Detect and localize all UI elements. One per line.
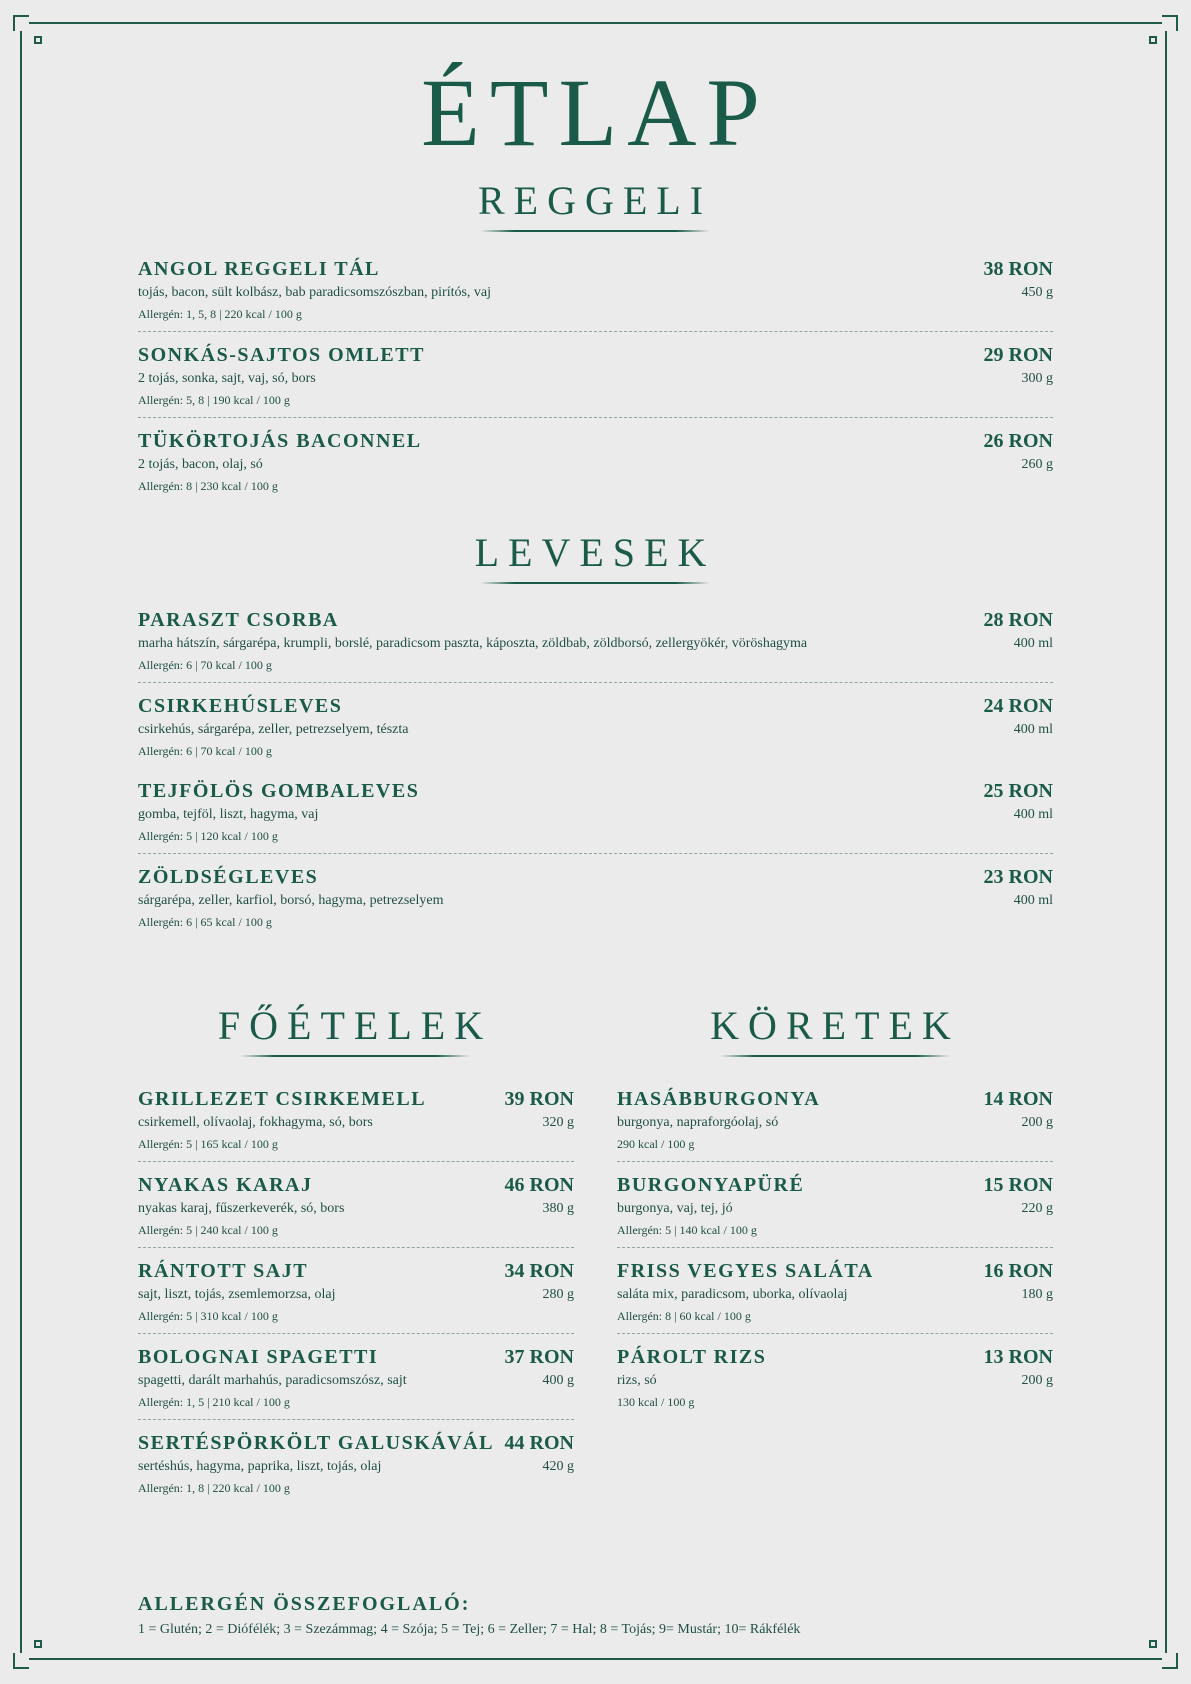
item-allergen: Allergén: 5 | 140 kcal / 100 g: [617, 1223, 757, 1237]
item-price: 34 RON: [504, 1260, 574, 1282]
item-quantity: 400 ml: [1013, 722, 1053, 737]
menu-item: [138, 1346, 574, 1420]
item-quantity: 300 g: [1021, 371, 1053, 386]
item-quantity: 280 g: [542, 1287, 574, 1302]
item-quantity: 380 g: [542, 1201, 574, 1216]
allergen-summary: [138, 1593, 1058, 1638]
item-allergen: Allergén: 6 | 70 kcal / 100 g: [138, 658, 272, 672]
item-price: 25 RON: [983, 780, 1053, 802]
item-quantity: 200 g: [1021, 1115, 1053, 1130]
menu-item: [617, 1088, 1053, 1162]
item-quantity: 400 ml: [1013, 636, 1053, 651]
menu-item: [138, 780, 1053, 854]
item-quantity: 400 g: [542, 1373, 574, 1388]
item-allergen: Allergén: 1, 8 | 220 kcal / 100 g: [138, 1481, 290, 1495]
item-price: 16 RON: [983, 1260, 1053, 1282]
item-price: 14 RON: [983, 1088, 1053, 1110]
menu-item: [138, 258, 1053, 332]
item-allergen: Allergén: 8 | 230 kcal / 100 g: [138, 479, 278, 493]
item-name: RÁNTOTT SAJT: [138, 1260, 309, 1282]
corner-ornament: [1162, 15, 1178, 31]
corner-ornament: [34, 1640, 42, 1648]
menu-item: [138, 430, 1053, 503]
menu-item: [138, 1174, 574, 1248]
item-allergen: Allergén: 6 | 70 kcal / 100 g: [138, 744, 272, 758]
menu-item: [138, 866, 1053, 939]
item-name: NYAKAS KARAJ: [138, 1174, 313, 1196]
item-description: burgonya, vaj, tej, jó: [617, 1201, 733, 1216]
item-quantity: 320 g: [542, 1115, 574, 1130]
menu-item: [138, 695, 1053, 768]
menu-item: [138, 1088, 574, 1162]
item-description: gomba, tejföl, liszt, hagyma, vaj: [138, 807, 319, 822]
item-name: BOLOGNAI SPAGETTI: [138, 1346, 379, 1368]
item-allergen: 290 kcal / 100 g: [617, 1137, 695, 1151]
item-name: FRISS VEGYES SALÁTA: [617, 1260, 874, 1282]
item-description: rizs, só: [617, 1373, 657, 1388]
page-title: ÉTLAP: [421, 59, 770, 166]
item-price: 24 RON: [983, 695, 1053, 717]
menu-item: [138, 1260, 574, 1334]
menu-item: [617, 1346, 1053, 1419]
item-description: sajt, liszt, tojás, zsemlemorzsa, olaj: [138, 1287, 336, 1302]
item-allergen: Allergén: 1, 5 | 210 kcal / 100 g: [138, 1395, 290, 1409]
item-quantity: 180 g: [1021, 1287, 1053, 1302]
corner-ornament: [1149, 1640, 1157, 1648]
item-name: GRILLEZET CSIRKEMELL: [138, 1088, 427, 1110]
corner-ornament: [34, 36, 42, 44]
item-price: 15 RON: [983, 1174, 1053, 1196]
section-koretek: [617, 1088, 1053, 1431]
item-description: spagetti, darált marhahús, paradicsomszósz, sajt: [138, 1373, 407, 1388]
item-description: tojás, bacon, sült kolbász, bab paradicsomszószban, pirítós, vaj: [138, 285, 492, 300]
item-description: marha hátszín, sárgarépa, krumpli, borslé, paradicsom paszta, káposzta, zöldbab, zöldborsó, zellergyökér, vöröshagyma: [138, 636, 808, 651]
item-quantity: 420 g: [542, 1459, 574, 1474]
item-quantity: 220 g: [1021, 1201, 1053, 1216]
item-allergen: 130 kcal / 100 g: [617, 1395, 695, 1409]
item-quantity: 400 ml: [1013, 893, 1053, 908]
allergen-summary-title: ALLERGÉN ÖSSZEFOGLALÓ:: [138, 1593, 471, 1615]
item-price: 23 RON: [983, 866, 1053, 888]
item-allergen: Allergén: 5 | 165 kcal / 100 g: [138, 1137, 278, 1151]
item-allergen: Allergén: 8 | 60 kcal / 100 g: [617, 1309, 751, 1323]
item-description: nyakas karaj, fűszerkeverék, só, bors: [138, 1201, 345, 1216]
item-name: HASÁBBURGONYA: [617, 1088, 821, 1110]
section-foetelek: [138, 1088, 574, 1517]
section-reggeli: [138, 258, 1053, 515]
item-name: TEJFÖLÖS GOMBALEVES: [138, 780, 420, 802]
item-allergen: Allergén: 5 | 120 kcal / 100 g: [138, 829, 278, 843]
item-price: 44 RON: [504, 1432, 574, 1454]
item-allergen: Allergén: 5 | 310 kcal / 100 g: [138, 1309, 278, 1323]
item-description: burgonya, napraforgóolaj, só: [617, 1115, 779, 1130]
item-price: 38 RON: [983, 258, 1053, 280]
menu-item: [138, 344, 1053, 418]
item-description: csirkehús, sárgarépa, zeller, petrezselyem, tészta: [138, 722, 409, 737]
allergen-summary-text: 1 = Glutén; 2 = Diófélék; 3 = Szezámmag; 4 = Szója; 5 = Tej; 6 = Zeller; 7 = Hal; 8 = Tojás; 9= Mustár; 10= Rákfélék: [138, 1622, 801, 1637]
section-title-levesek: LEVESEK: [395, 530, 795, 584]
item-description: 2 tojás, sonka, sajt, vaj, só, bors: [138, 371, 316, 386]
item-allergen: Allergén: 6 | 65 kcal / 100 g: [138, 915, 272, 929]
item-price: 29 RON: [983, 344, 1053, 366]
menu-item: [138, 1432, 574, 1505]
item-name: PÁROLT RIZS: [617, 1346, 767, 1368]
item-description: sertéshús, hagyma, paprika, liszt, tojás, olaj: [138, 1459, 382, 1474]
section-title-reggeli: REGGELI: [395, 178, 795, 232]
section-title-foetelek: FŐÉTELEK: [160, 1003, 550, 1057]
item-name: ANGOL REGGELI TÁL: [138, 258, 380, 280]
corner-ornament: [1162, 1653, 1178, 1669]
menu-item: [617, 1260, 1053, 1334]
item-name: PARASZT CSORBA: [138, 609, 339, 631]
item-price: 46 RON: [504, 1174, 574, 1196]
item-allergen: Allergén: 5, 8 | 190 kcal / 100 g: [138, 393, 290, 407]
corner-ornament: [1149, 36, 1157, 44]
item-price: 28 RON: [983, 609, 1053, 631]
item-quantity: 400 ml: [1013, 807, 1053, 822]
item-allergen: Allergén: 5 | 240 kcal / 100 g: [138, 1223, 278, 1237]
section-title-koretek: KÖRETEK: [640, 1003, 1030, 1057]
item-name: CSIRKEHÚSLEVES: [138, 695, 343, 717]
corner-ornament: [13, 15, 29, 31]
item-price: 37 RON: [504, 1346, 574, 1368]
item-name: TÜKÖRTOJÁS BACONNEL: [138, 430, 422, 452]
item-quantity: 450 g: [1021, 285, 1053, 300]
menu-item: [138, 609, 1053, 683]
item-description: 2 tojás, bacon, olaj, só: [138, 457, 263, 472]
item-description: sárgarépa, zeller, karfiol, borsó, hagyma, petrezselyem: [138, 893, 444, 908]
item-name: BURGONYAPÜRÉ: [617, 1174, 805, 1196]
item-quantity: 260 g: [1021, 457, 1053, 472]
item-description: csirkemell, olívaolaj, fokhagyma, só, bors: [138, 1115, 373, 1130]
item-quantity: 200 g: [1021, 1373, 1053, 1388]
item-description: saláta mix, paradicsom, uborka, olívaolaj: [617, 1287, 848, 1302]
item-price: 39 RON: [504, 1088, 574, 1110]
item-price: 26 RON: [983, 430, 1053, 452]
item-price: 13 RON: [983, 1346, 1053, 1368]
item-allergen: Allergén: 1, 5, 8 | 220 kcal / 100 g: [138, 307, 302, 321]
item-name: SONKÁS-SAJTOS OMLETT: [138, 344, 425, 366]
item-name: ZÖLDSÉGLEVES: [138, 866, 319, 888]
menu-item: [617, 1174, 1053, 1248]
item-name: SERTÉSPÖRKÖLT GALUSKÁVÁL: [138, 1432, 494, 1454]
section-levesek: [138, 609, 1053, 951]
corner-ornament: [13, 1653, 29, 1669]
